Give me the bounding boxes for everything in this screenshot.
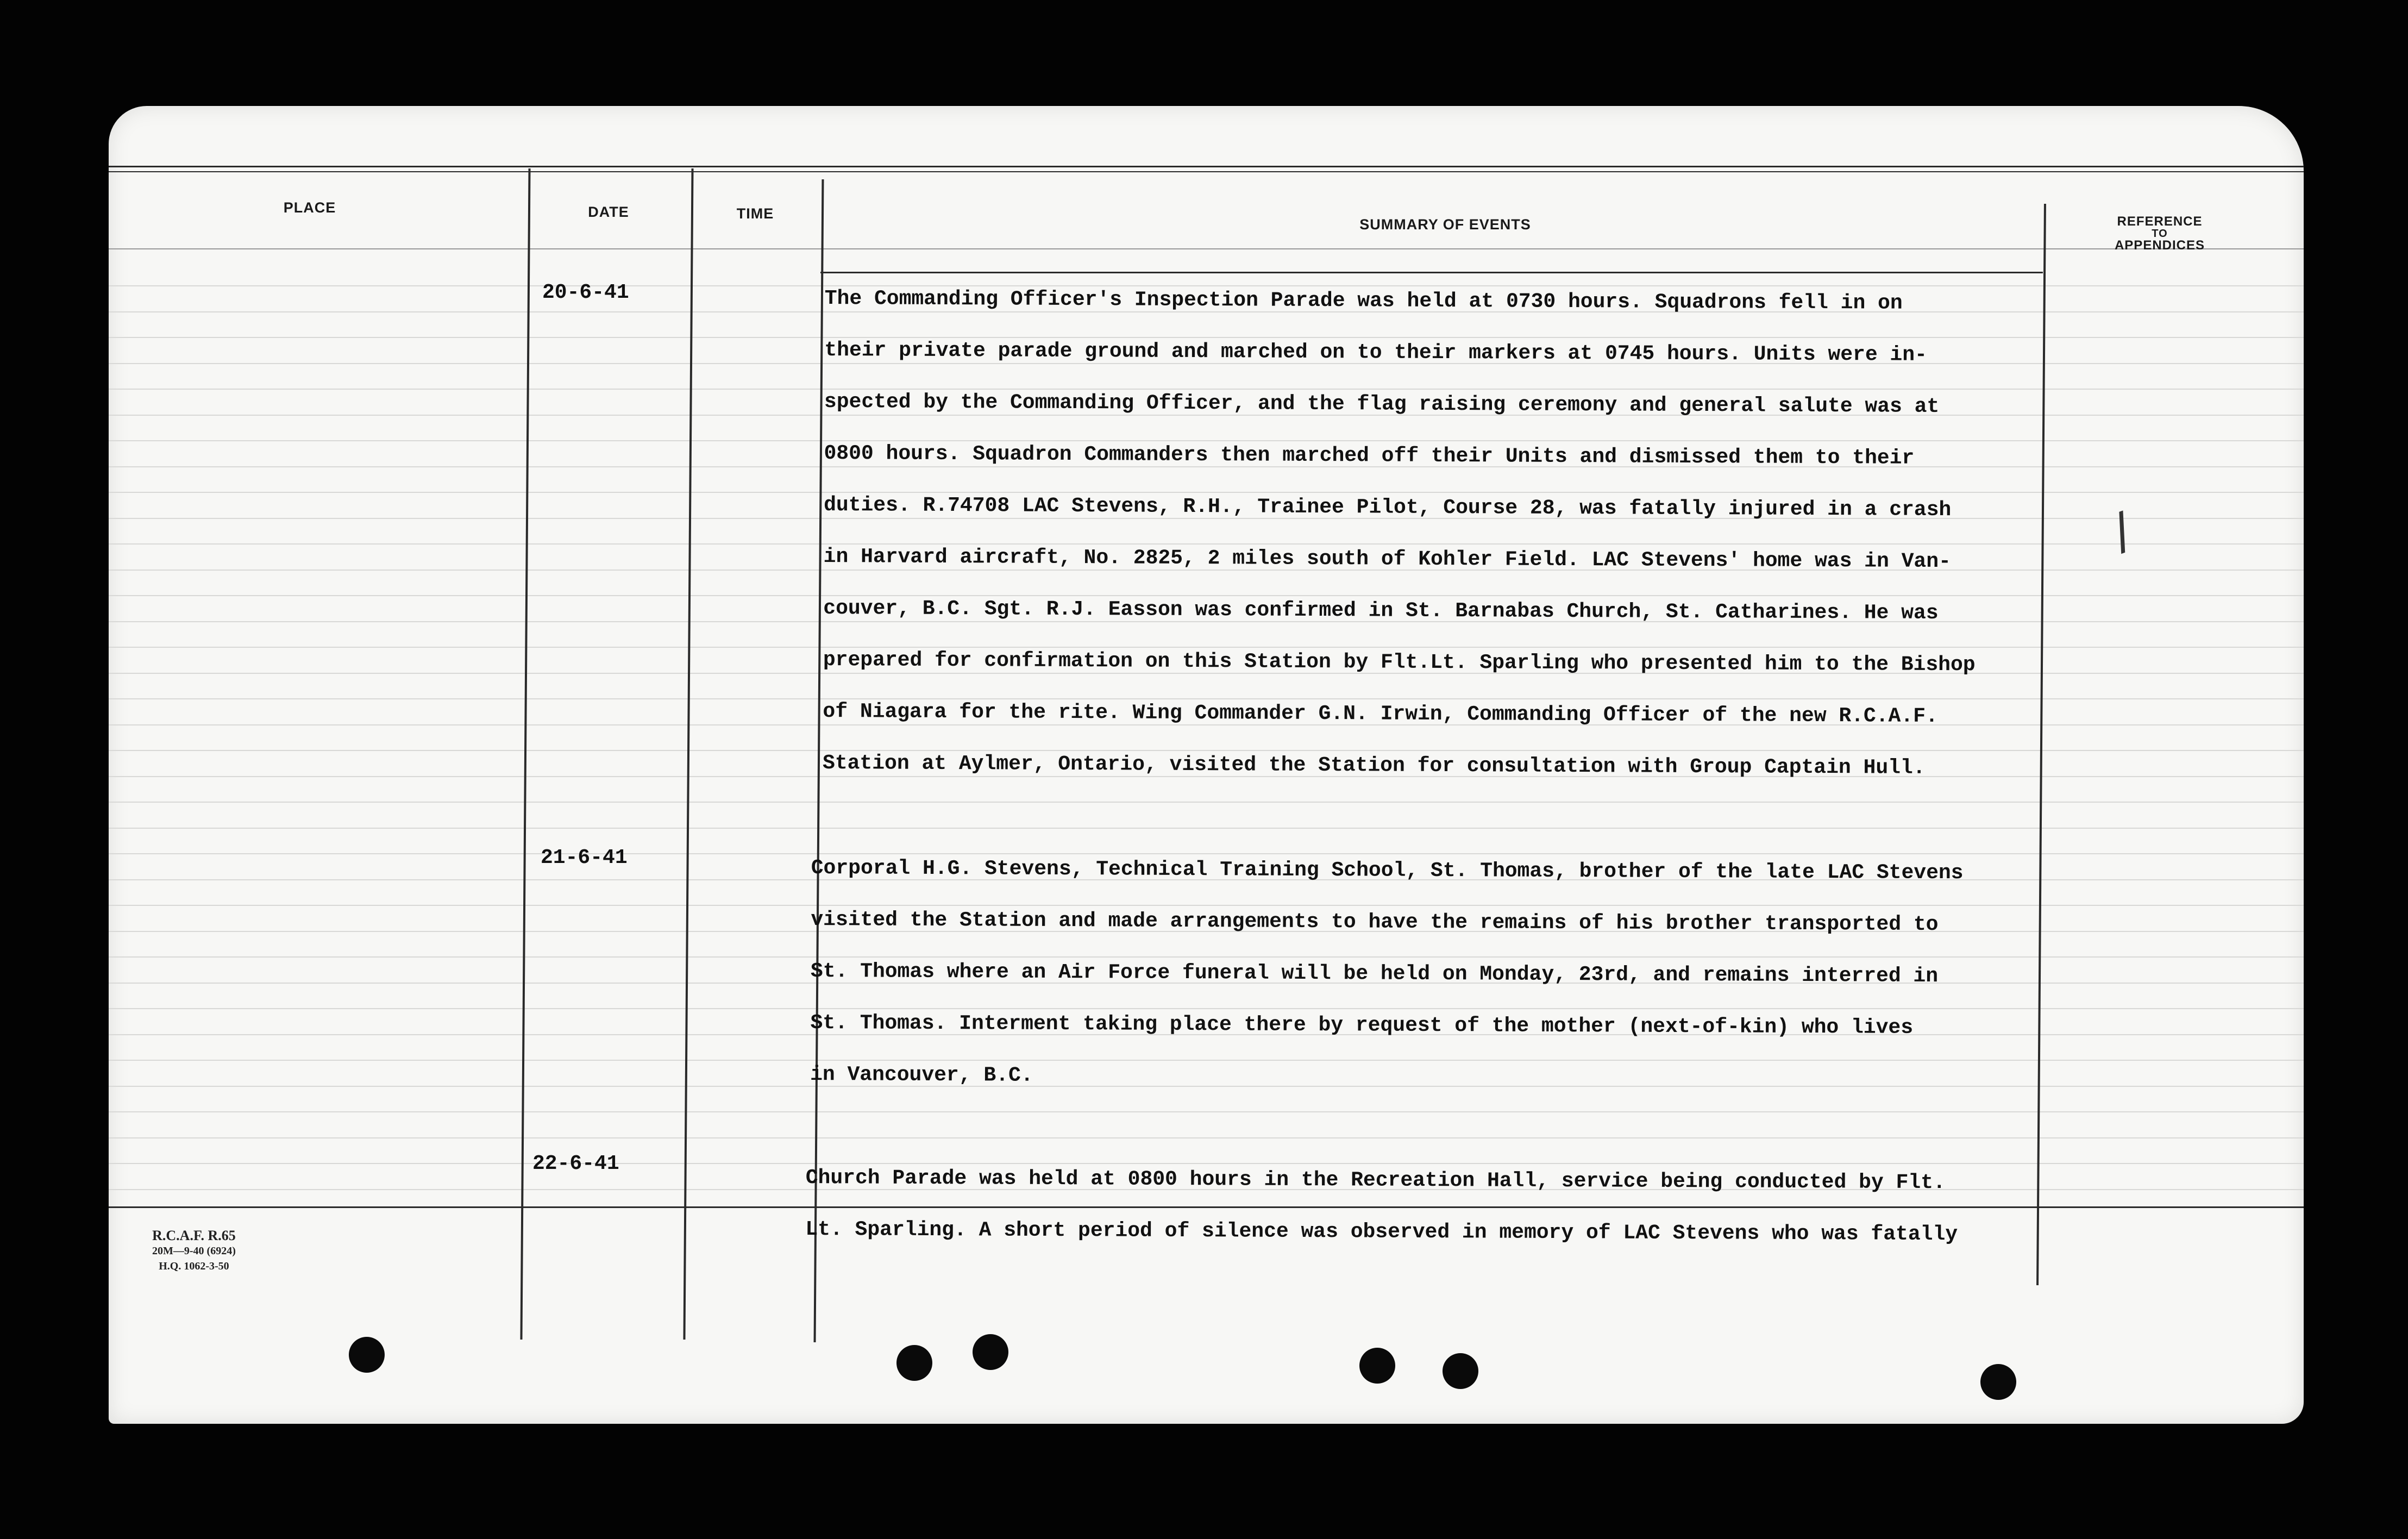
summary-line: Station at Aylmer, Ontario, visited the Station for consultation with Group Captain Hull. bbox=[822, 751, 1926, 780]
header-time: TIME bbox=[736, 205, 774, 222]
summary-line: St. Thomas where an Air Force funeral will be held on Monday, 23rd, and remains interred in bbox=[810, 959, 1939, 989]
entry-summary bbox=[823, 273, 1977, 794]
ruled-line bbox=[109, 802, 2304, 803]
binder-hole bbox=[1980, 1364, 2016, 1400]
reference-line-2: TO bbox=[2152, 228, 2168, 240]
binder-hole bbox=[973, 1334, 1008, 1370]
header-reference-to-appendices bbox=[2073, 215, 2247, 253]
header-summary-of-events: SUMMARY OF EVENTS bbox=[1359, 216, 1531, 233]
summary-line: Church Parade was held at 0800 hours in the Recreation Hall, service being conducted by Flt. bbox=[805, 1166, 1946, 1195]
summary-line: their private parade ground and marched on to their markers at 0745 hours. Units were in- bbox=[824, 338, 1927, 367]
ruled-line bbox=[109, 828, 2304, 829]
form-hq-code: H.Q. 1062-3-50 bbox=[159, 1260, 229, 1272]
diary-form-sheet bbox=[109, 106, 2304, 1424]
header-place: PLACE bbox=[283, 199, 336, 216]
summary-line: in Harvard aircraft, No. 2825, 2 miles south of Kohler Field. LAC Stevens' home was in Van- bbox=[823, 545, 1951, 574]
entry-summary bbox=[810, 842, 1964, 1105]
column-divider-summary bbox=[2036, 204, 2046, 1285]
summary-line: visited the Station and made arrangements to have the remains of his brother transported to bbox=[811, 908, 1939, 937]
binder-hole bbox=[349, 1337, 385, 1373]
reference-line-3: APPENDICES bbox=[2114, 238, 2205, 253]
summary-line: in Vancouver, B.C. bbox=[810, 1062, 1033, 1087]
summary-line: of Niagara for the rite. Wing Commander G.N. Irwin, Commanding Officer of the new R.C.A.F. bbox=[823, 699, 1938, 728]
entry-date: 20-6-41 bbox=[542, 281, 629, 304]
summary-line: St. Thomas. Interment taking place there by request of the mother (next-of-kin) who lives bbox=[810, 1011, 1914, 1040]
reference-line-1: REFERENCE bbox=[2117, 214, 2203, 229]
binder-hole bbox=[1359, 1348, 1395, 1384]
summary-line: prepared for confirmation on this Station by Flt.Lt. Sparling who presented him to the Bishop bbox=[823, 648, 1976, 677]
entry-date: 22-6-41 bbox=[532, 1152, 619, 1175]
summary-line: 0800 hours. Squadron Commanders then marched off their Units and dismissed them to their bbox=[824, 441, 1915, 470]
binder-hole bbox=[1443, 1353, 1478, 1389]
header-top-rule-2 bbox=[109, 171, 2304, 172]
entry-date: 21-6-41 bbox=[541, 846, 628, 869]
reference-check-mark: / bbox=[2104, 501, 2140, 561]
binder-hole bbox=[896, 1345, 932, 1381]
ruled-line bbox=[109, 1111, 2304, 1112]
form-print-code: 20M—9-40 (6924) bbox=[152, 1245, 236, 1257]
summary-line: The Commanding Officer's Inspection Parade was held at 0730 hours. Squadrons fell in on bbox=[824, 286, 1903, 315]
header-date: DATE bbox=[588, 204, 629, 220]
summary-line: couver, B.C. Sgt. R.J. Easson was confirmed in St. Barnabas Church, St. Catharines. He was bbox=[823, 596, 1939, 625]
summary-line: spected by the Commanding Officer, and the flag raising ceremony and general salute was at bbox=[824, 390, 1940, 418]
form-number: R.C.A.F. R.65 bbox=[152, 1228, 236, 1243]
ruled-line bbox=[109, 1137, 2304, 1138]
header-bottom-rule bbox=[109, 248, 2304, 249]
form-identifier bbox=[152, 1228, 236, 1274]
summary-line: duties. R.74708 LAC Stevens, R.H., Trainee Pilot, Course 28, was fatally injured in a crash bbox=[824, 493, 1952, 522]
summary-line: Corporal H.G. Stevens, Technical Training School, St. Thomas, brother of the late LAC Stevens bbox=[811, 856, 1964, 885]
entry-summary bbox=[805, 1152, 1958, 1260]
summary-line: Lt. Sparling. A short period of silence was observed in memory of LAC Stevens who was fatally bbox=[805, 1217, 1958, 1247]
header-top-rule bbox=[109, 166, 2304, 167]
